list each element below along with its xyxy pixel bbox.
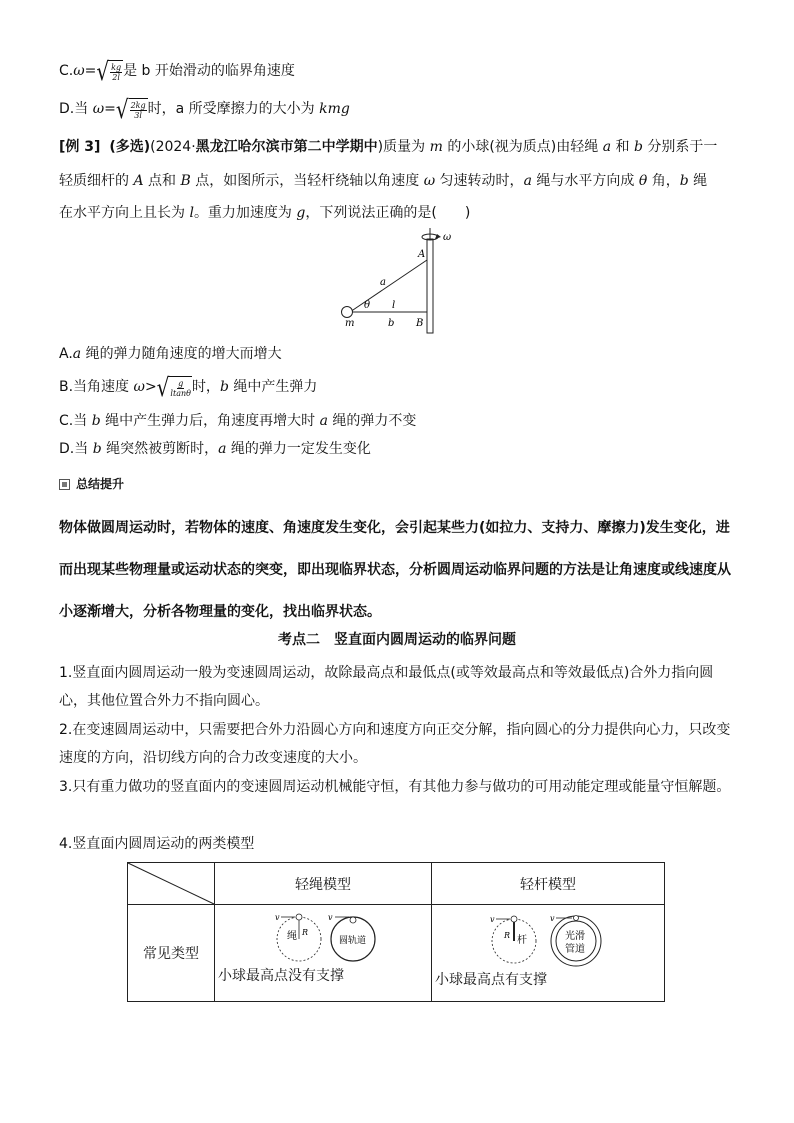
- text: 。重力加速度为: [193, 205, 297, 221]
- label-v: v: [490, 915, 495, 924]
- fraction: [130, 101, 147, 120]
- label-rod: 杆: [517, 935, 527, 946]
- rod-model-figure: [492, 911, 612, 969]
- option-c: [59, 411, 416, 431]
- fraction: [110, 63, 122, 82]
- rod: [427, 239, 433, 333]
- option-d: [59, 439, 371, 459]
- row-label: 常见类型: [128, 905, 215, 1002]
- ball: [574, 916, 579, 921]
- rope-model-cell: [215, 905, 432, 1002]
- header-rope-model: 轻绳模型: [215, 863, 432, 905]
- option-c-prev: [59, 56, 295, 86]
- point-4: 4.竖直面内圆周运动的两类模型: [59, 836, 255, 852]
- var-b: b: [633, 139, 643, 155]
- text: 在水平方向上且长为: [59, 205, 190, 221]
- var-B: B: [180, 173, 191, 189]
- numerator: kg: [111, 62, 122, 72]
- rope-a: [350, 260, 427, 312]
- var-a: a: [523, 173, 532, 189]
- var-m: m: [429, 139, 443, 155]
- text: 绳中产生弹力后，角速度再增大时: [100, 413, 320, 429]
- text: 绳的弹力一定发生变化: [226, 441, 371, 457]
- label-tube: 管道: [565, 944, 585, 955]
- ball: [511, 916, 517, 922]
- sqrt-expression: √ $\frac{g}{ltan\theta}$: [156, 372, 191, 402]
- text: 轻质细杆的: [59, 173, 134, 189]
- label-theta: θ: [364, 300, 371, 311]
- example-label: [例 3]: [59, 139, 101, 155]
- label-v: v: [550, 914, 555, 923]
- label-v: v: [328, 913, 333, 922]
- header-rod-model: 轻杆模型: [432, 863, 665, 905]
- option-label: C.: [59, 63, 74, 79]
- ball: [350, 917, 356, 923]
- text: 绳: [688, 173, 708, 189]
- label-B: B: [416, 318, 424, 329]
- equals-sign: =: [104, 101, 116, 117]
- text: 分别系于一: [642, 139, 718, 155]
- var-A: A: [133, 173, 144, 189]
- diagonal-line: [128, 863, 214, 904]
- source-prefix: (2024·: [150, 139, 196, 155]
- option-label: D.当: [59, 101, 93, 117]
- source-name: 黑龙江哈尔滨市第二中学期中: [195, 139, 378, 155]
- model-table: [127, 862, 665, 1002]
- option-text: 是 b 开始滑动的临界角速度: [123, 63, 295, 79]
- var-a: a: [218, 441, 227, 457]
- equals-sign: =: [84, 63, 97, 79]
- option-a: [59, 344, 282, 364]
- summary-header: [59, 474, 124, 494]
- var-b: b: [91, 413, 101, 429]
- text: 绳与水平方向成: [531, 173, 639, 189]
- rod-cell-text: 小球最高点有支撑: [435, 972, 547, 988]
- text: 绳突然被剪断时，: [101, 441, 219, 457]
- table-header-row: [128, 863, 665, 905]
- var-a: a: [319, 413, 328, 429]
- text: 点和: [143, 173, 181, 189]
- label-a: a: [380, 277, 386, 288]
- label-b: b: [388, 318, 395, 329]
- ball: [296, 914, 302, 920]
- var-a: a: [72, 346, 82, 362]
- text: ，下列说法正确的是( ): [305, 205, 471, 221]
- option-label: A.: [59, 346, 73, 362]
- answer-value: kmg: [319, 101, 350, 117]
- option-text: 时，a 所受摩擦力的大小为: [147, 101, 320, 117]
- text: 绳的弹力不变: [327, 413, 417, 429]
- point-2: 2.在变速圆周运动中，只需要把合外力沿圆心方向和速度方向正交分解，指向圆心的分力提供向心力，只改变速度的方向，沿切线方向的合力改变速度的大小。: [59, 722, 731, 766]
- example3-line1: [59, 137, 717, 157]
- label-omega: ω: [443, 232, 452, 243]
- numerator: 2kg: [130, 100, 146, 110]
- option-b: [59, 372, 318, 402]
- var-b: b: [92, 441, 102, 457]
- label-A: A: [418, 249, 426, 260]
- option-label: C.当: [59, 413, 92, 429]
- label-R: R: [302, 928, 309, 937]
- sqrt-expression: √ $\frac{2kg}{3l}$: [115, 94, 146, 124]
- sqrt-expression: √ $\frac{kg}{2l}$: [96, 56, 122, 86]
- var-a: a: [602, 139, 612, 155]
- rope-model-figure: [275, 911, 385, 966]
- example3-line2: [59, 171, 707, 191]
- label-smooth: 光滑: [565, 931, 585, 942]
- denominator: ltanθ: [170, 388, 191, 398]
- point-3: 3.只有重力做功的竖直面内的变速圆周运动机械能守恒，有其他力参与做功的可用动能定理或能量守恒解题。: [59, 779, 731, 795]
- summary-icon: [59, 479, 70, 490]
- source-suffix: ): [377, 139, 384, 155]
- text: 时，: [191, 379, 220, 395]
- rope-cell-text: 小球最高点没有支撑: [218, 968, 344, 984]
- option-label: B.当角速度: [59, 379, 134, 395]
- point-1: 1.竖直面内圆周运动一般为变速圆周运动，故除最高点和最低点(或等效最高点和等效最低点)合外力指向圆心，其他位置合外力不指向圆心。: [59, 665, 714, 709]
- diagonal-header-cell: [128, 863, 215, 905]
- option-text: 绳的弹力随角速度的增大而增大: [81, 346, 282, 362]
- var-g: g: [296, 205, 306, 221]
- section-title: 考点二 竖直面内圆周运动的临界问题: [278, 632, 516, 648]
- ball: [342, 307, 353, 318]
- label-rope: 绳: [287, 931, 297, 942]
- gt-sign: >: [144, 379, 157, 395]
- table-row: [128, 905, 665, 1002]
- omega-symbol: ω: [73, 63, 85, 79]
- omega-symbol: ω: [92, 101, 105, 117]
- text: 绳中产生弹力: [228, 379, 318, 395]
- text: 点，如图所示，当轻杆绕轴以角速度: [190, 173, 424, 189]
- rotating-rod-figure: [330, 225, 470, 335]
- text: 角，: [647, 173, 680, 189]
- var-b: b: [679, 173, 689, 189]
- denominator: 3l: [134, 110, 142, 120]
- var-omega: ω: [133, 379, 145, 395]
- denominator: 2l: [112, 72, 120, 82]
- var-b: b: [219, 379, 229, 395]
- var-theta: θ: [638, 173, 648, 189]
- fraction: [170, 379, 191, 398]
- var-l: l: [189, 205, 194, 221]
- label-l: l: [392, 300, 396, 311]
- multi-choice-tag: (多选): [109, 139, 151, 155]
- label-m: m: [345, 318, 355, 329]
- text: 和: [611, 139, 634, 155]
- label-R: R: [504, 931, 511, 940]
- summary-title: 总结提升: [76, 477, 125, 491]
- numerator: g: [178, 378, 184, 388]
- summary-body: 物体做圆周运动时，若物体的速度、角速度发生变化，会引起某些力(如拉力、支持力、摩擦力)发生变化，进而出现某些物理量或运动状态的突变，即出现临界状态，分析圆周运动临界问题的方法是让角速度或线速度从小逐渐增大，分析各物理量的变化，找出临界状态。: [59, 520, 731, 620]
- text: 的小球(视为质点)由轻绳: [442, 139, 603, 155]
- option-d-prev: [59, 94, 350, 124]
- text: 质量为: [383, 139, 430, 155]
- example3-line3: [59, 203, 470, 223]
- label-v: v: [275, 913, 280, 922]
- text: 匀速转动时，: [435, 173, 524, 189]
- var-omega: ω: [423, 173, 436, 189]
- rod-model-cell: [432, 905, 665, 1002]
- label-track: 圆轨道: [339, 936, 367, 946]
- option-label: D.当: [59, 441, 93, 457]
